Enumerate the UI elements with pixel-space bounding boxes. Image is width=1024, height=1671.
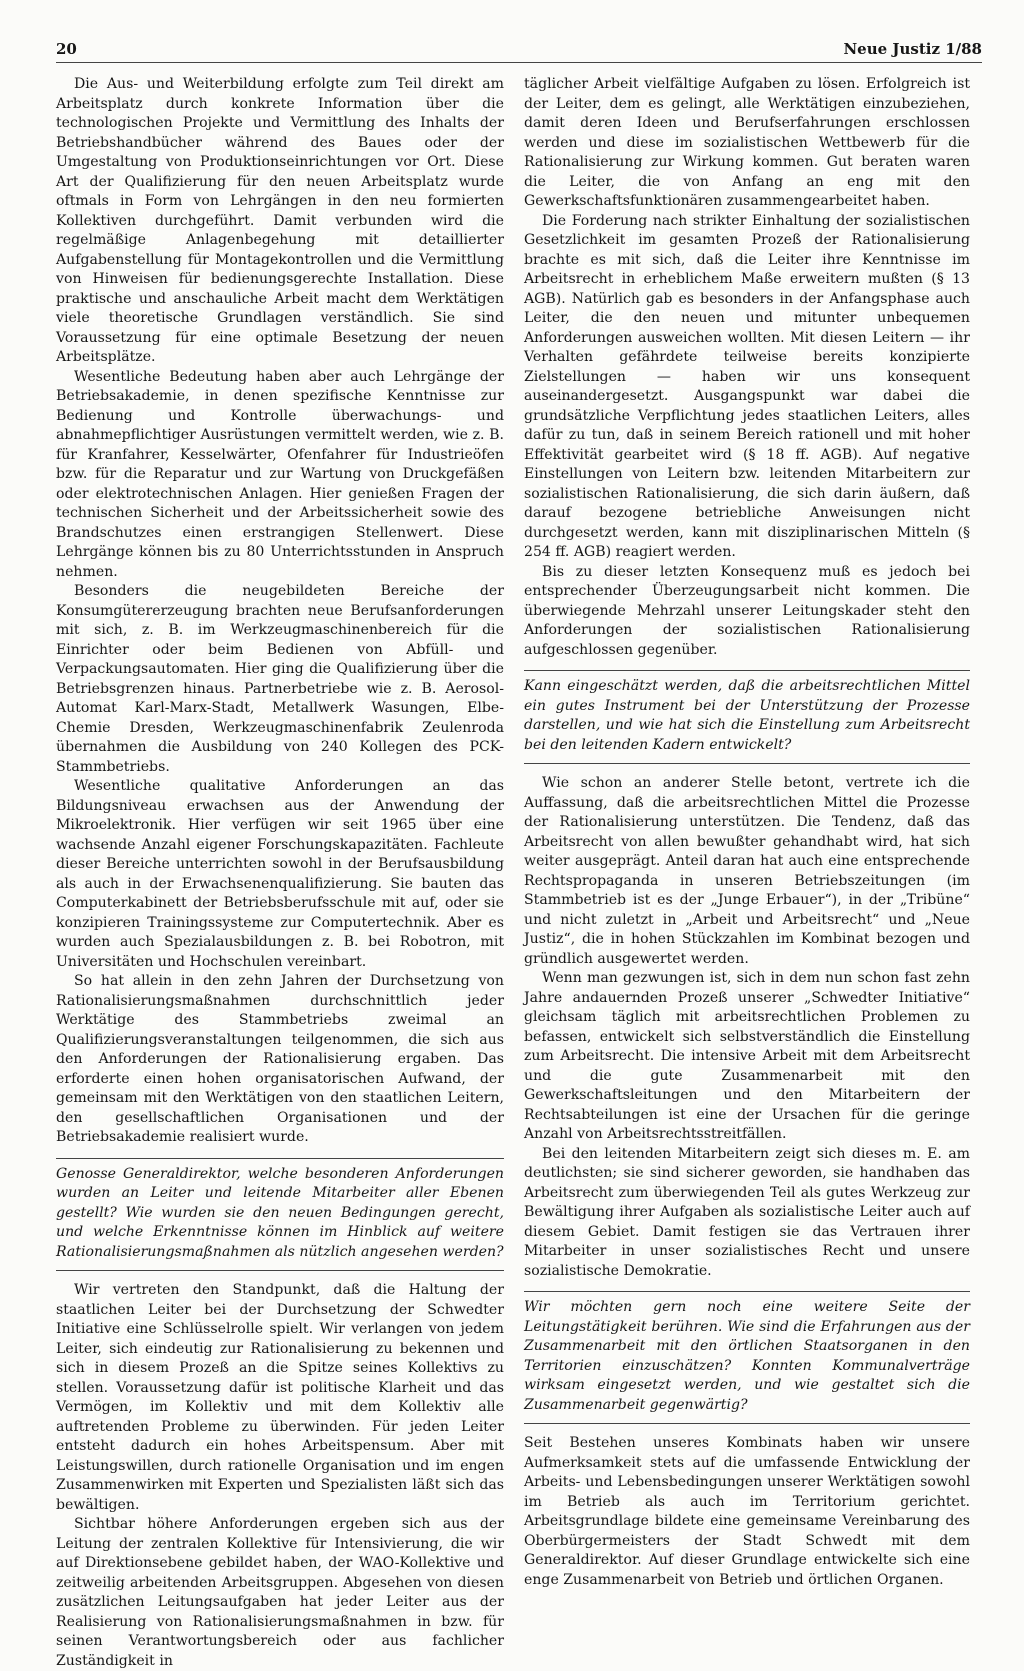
interview-question (524, 1291, 970, 1424)
paragraph: Besonders die neugebildeten Bereiche der Konsumgütererzeugung brachten neue Berufsanforderungen mit sich, z. B. im Werkzeugmaschinenbereich für die Einrichter oder beim Bedienen von Abfüll- und Verpackungsautomaten. Hier ging die Qualifizierung über die Betriebsgrenzen hinaus. Partnerbetriebe wie z. B. Aerosol-Automat Karl-Marx-Stadt, Metallwerk Wasungen, Elbe-Chemie Dresden, Werkzeugmaschinenfabrik Zeulenroda übernahmen die Ausbildung von 240 Kollegen des PCK-Stammbetriebs. (56, 583, 504, 775)
left-column (56, 75, 504, 1671)
paragraph: Wesentliche qualitative Anforderungen an das Bildungsniveau erwachsen aus der Anwendung der Mikroelektronik. Hier verfügen wir seit 1965 über eine wachsende Anzahl eigener Forschungskapazitäten. Fachleute dieser Bereiche unterrichten sowohl in der Berufsausbildung als auch in der Erwachsenenqualifizierung. Sie bauten das Computerkabinett der Betriebsberufsschule mit auf, oder sie konzipieren Trainingssysteme zur Computertechnik. Aber es wurden auch Spezialausbildungen z. B. bei Robotron, mit Universitäten und Hochschulen vereinbart. (56, 778, 504, 970)
question-text: Kann eingeschätzt werden, daß die arbeitsrechtlichen Mittel ein gutes Instrument bei der Unterstützung der Prozesse darstellen, und wie hat sich die Einstellung zum Arbeitsrecht bei den leitenden Kadern entwickelt? (524, 678, 970, 753)
paragraph: Seit Bestehen unseres Kombinats haben wir unsere Aufmerksamkeit stets auf die umfassende Entwicklung der Arbeits- und Lebensbedingungen unserer Werktätigen sowohl im Betrieb als auch im Territorium gerichtet. Arbeitsgrundlage bildete eine gemeinsame Vereinbarung des Oberbürgermeisters der Stadt Schwedt mit dem Generaldirektor. Auf dieser Grundlage entwickelte sich eine enge Zusammenarbeit von Betrieb und örtlichen Organen. (524, 1435, 970, 1588)
paragraph: Wenn man gezwungen ist, sich in dem nun schon fast zehn Jahre andauernden Prozeß unserer „Schwedter Initiative“ gleichsam täglich mit arbeitsrechtlichen Problemen zu befassen, entwickelt sich selbstverständlich die Einstellung zum Arbeitsrecht. Die intensive Arbeit mit dem Arbeitsrecht und die gute Zusammenarbeit mit den Gewerkschaftsleitungen und den Mitarbeitern der Rechtsabteilungen ist eine der Ursachen für die geringe Anzahl von Arbeitsrechtsstreitfällen. (524, 970, 970, 1142)
question-text: Wir möchten gern noch eine weitere Seite der Leitungstätigkeit berühren. Wie sind die Erfahrungen aus der Zusammenarbeit mit den örtlichen Staatsorganen in den Territorien einzuschätzen? Konnten Kommunalverträge wirksam eingesetzt werden, und wie gestaltet sich die Zusammenarbeit gegenwärtig? (524, 1299, 970, 1413)
paragraph: Wir vertreten den Standpunkt, daß die Haltung der staatlichen Leiter bei der Durchsetzung der Schwedter Initiative eine Schlüsselrolle spielt. Wir verlangen von jedem Leiter, sich eindeutig zur Rationalisierung zu bekennen und sich in diesem Prozeß an die Spitze seines Kollektivs zu stellen. Voraussetzung dafür ist politische Klarheit und das Vermögen, im Kollektiv und mit dem Kollektiv alle auftretenden Probleme zu überwinden. Für jeden Leiter entsteht dadurch ein hohes Arbeitspensum. Aber mit Leistungswillen, durch rationelle Organisation und im engen Zusammenwirken mit Experten und Spezialisten läßt sich das bewältigen. (56, 1282, 504, 1513)
paragraph: Die Forderung nach strikter Einhaltung der sozialistischen Gesetzlichkeit im gesamten Prozeß der Rationalisierung brachte es mit sich, daß die Leiter ihre Kenntnisse im Arbeitsrecht in erheblichem Maße erweitern mußten (§ 13 AGB). Natürlich gab es besonders in der Anfangsphase auch Leiter, die den neuen und mitunter unbequemen Anforderungen ausweichen wollten. Mit diesen Leitern — ihr Verhalten gefährdete teilweise bereits konzipierte Zielstellungen — haben wir uns konsequent auseinandergesetzt. Ausgangspunkt war dabei die grundsätzliche Verpflichtung jedes staatlichen Leiters, alles dafür zu tun, daß in seinem Bereich rationell und mit hoher Effektivität gearbeitet wird (§ 18 ff. AGB). Auf negative Einstellungen von Leitern bzw. leitenden Mitarbeitern zur sozialistischen Rationalisierung, die sich darin äußern, daß darauf bezogene betriebliche Anweisungen nicht durchgesetzt werden, kann mit disziplinarischen Mitteln (§ 254 ff. AGB) reagiert werden. (524, 212, 970, 560)
paragraph: Bei den leitenden Mitarbeitern zeigt sich dieses m. E. am deutlichsten; sie sind sicherer geworden, sie handhaben das Arbeitsrecht zum überwiegenden Teil als gutes Werkzeug zur Bewältigung ihrer Aufgaben als sozialistische Leiter auch auf diesem Gebiet. Damit festigen sie das Vertrauen ihrer Mitarbeiter in unser sozialistisches Recht und unsere sozialistische Demokratie. (524, 1145, 970, 1279)
paragraph: Die Aus- und Weiterbildung erfolgte zum Teil direkt am Arbeitsplatz durch konkrete Information über die technologischen Projekte und Vermittlung des Inhalts der Betriebshandbücher während des Baues oder der Umgestaltung von Produktionseinrichtungen vor Ort. Diese Art der Qualifizierung für den neuen Arbeitsplatz wurde oftmals in Form von Lehrgängen in den neu formierten Kollektiven durchgeführt. Damit verbunden wird die regelmäßige Anlagenbegehung mit detaillierter Aufgabenstellung für Montagekontrollen und die Vermittlung von Hinweisen für bedienungsgerechte Installation. Diese praktische und anschauliche Arbeit macht dem Werktätigen viele theoretische Grundlagen verständlich. Sie sind Voraussetzung für eine optimale Besetzung der neuen Arbeitsplätze. (56, 76, 504, 365)
paragraph: Sichtbar höhere Anforderungen ergeben sich aus der Leitung der zentralen Kollektive für Intensivierung, die wir auf Direktionsebene gebildet haben, der WAO-Kollektive und zeitweilig arbeitenden Arbeitsgruppen. Abgesehen von diesen zusätzlichen Leitungsaufgaben hat jeder Leiter aus der Realisierung von Rationalisierungsmaßnahmen in bzw. für seinen Verantwortungsbereich oder aus fachlicher Zuständigkeit in (56, 1516, 504, 1669)
question-text: Genosse Generaldirektor, welche besonderen Anforderungen wurden an Leiter und leitende Mitarbeiter aller Ebenen gestellt? Wie wurden sie den neuen Bedingungen gerecht, und welche Erkenntnisse können im Hinblick auf weitere Rationalisierungsmaßnahmen als nützlich angesehen werden? (56, 1165, 504, 1260)
paragraph: täglicher Arbeit vielfältige Aufgaben zu lösen. Erfolgreich ist der Leiter, dem es gelingt, alle Werktätigen einzubeziehen, damit deren Ideen und Berufserfahrungen erschlossen werden und diese im sozialistischen Wettbewerb für die Rationalisierung zur Wirkung kommen. Gut beraten waren die Leiter, die von Anfang an eng mit den Gewerkschaftsfunktionären zusammengearbeitet haben. (524, 76, 970, 209)
journal-title: Neue Justiz 1/88 (843, 40, 982, 58)
right-column (524, 75, 970, 1590)
page-number: 20 (56, 40, 77, 58)
paragraph: Bis zu dieser letzten Konsequenz muß es jedoch bei entsprechender Überzeugungsarbeit nicht kommen. Die überwiegende Mehrzahl unserer Leitungskader steht den Anforderungen der sozialistischen Rationalisierung aufgeschlossen gegenüber. (524, 563, 970, 658)
paragraph: Wesentliche Bedeutung haben aber auch Lehrgänge der Betriebsakademie, in denen spezifische Kenntnisse zur Bedienung und Kontrolle überwachungs- und abnahmepflichtiger Ausrüstungen vermittelt werden, wie z. B. für Kranfahrer, Kesselwärter, Ofenfahrer für Industrieöfen bzw. für die Reparatur und zur Wartung von Druckgefäßen oder elektrotechnischen Anlagen. Hier genießen Fragen der technischen Sicherheit und der Arbeitssicherheit sowie des Brandschutzes einen erstrangigen Stellenwert. Diese Lehrgänge können bis zu 80 Unterrichtsstunden in Anspruch nehmen. (56, 368, 504, 580)
interview-question (56, 1158, 504, 1272)
paragraph: Wie schon an anderer Stelle betont, vertrete ich die Auffassung, daß die arbeitsrechtlichen Mittel die Prozesse der Rationalisierung unterstützen. Die Tendenz, daß das Arbeitsrecht von allen bewußter gehandhabt wird, hat sich weiter ausgeprägt. Anteil daran hat auch eine entsprechende Rechtspropaganda in unseren Betriebszeitungen (im Stammbetrieb ist es der „Junge Erbauer“), in der „Tribüne“ und nicht zuletzt in „Arbeit und Arbeitsrecht“ und „Neue Justiz“, die in hohen Stückzahlen im Kombinat bezogen und gründlich ausgewertet werden. (524, 775, 970, 967)
interview-question (524, 670, 970, 764)
page-header (56, 40, 982, 63)
paragraph: So hat allein in den zehn Jahren der Durchsetzung von Rationalisierungsmaßnahmen durchschnittlich jeder Werktätige des Stammbetriebs zweimal an Qualifizierungsveranstaltungen teilgenommen, die sich aus den Anforderungen der Rationalisierung ergaben. Das erforderte einen hohen organisatorischen Aufwand, der gemeinsam mit den Werktätigen von den staatlichen Leitern, den gesellschaftlichen Organisationen und der Betriebsakademie realisiert wurde. (56, 973, 504, 1145)
